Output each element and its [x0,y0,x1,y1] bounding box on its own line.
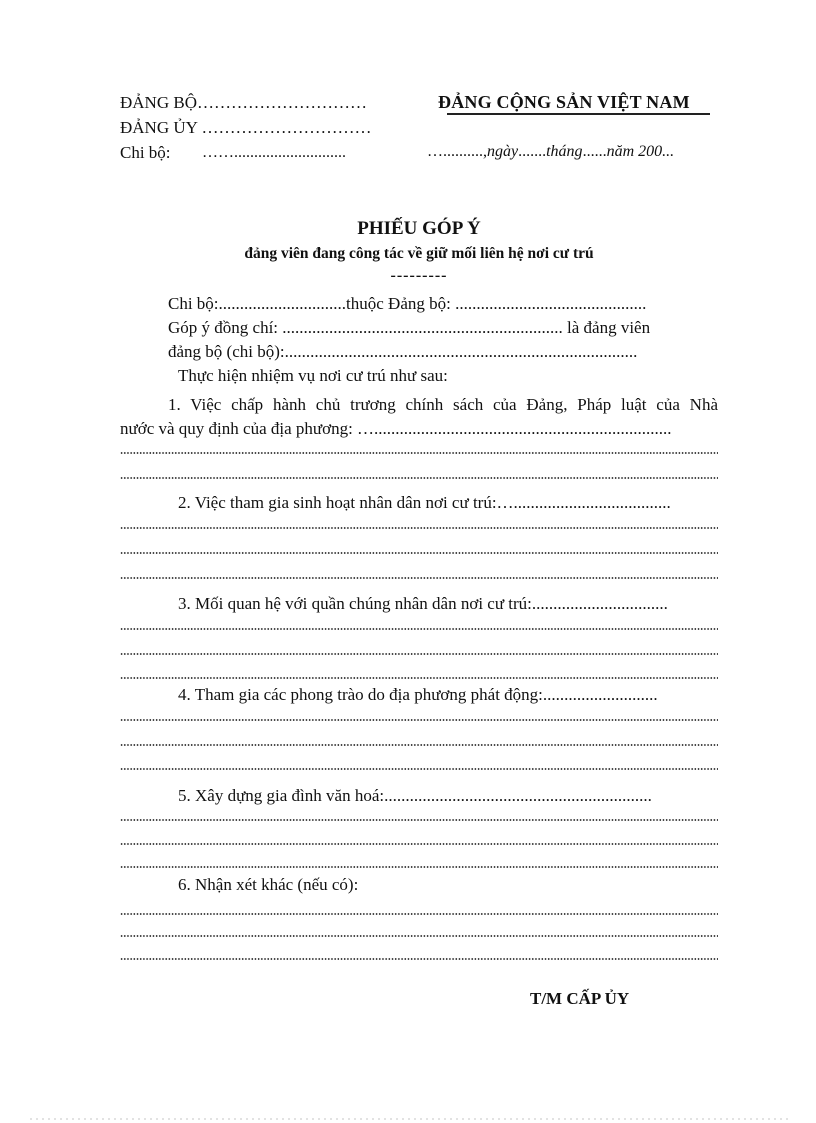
form-title: PHIẾU GÓP Ý [357,218,481,239]
date-month-label: tháng [546,143,583,160]
section-4-answer-line[interactable] [120,768,718,770]
cell-label: Chi bộ: [120,143,171,162]
party-executive-line: ĐẢNG ỦY ………………………… [120,118,372,137]
section-2-answer-line[interactable] [120,552,718,554]
date-day-label: ngày [487,143,519,160]
date-month-dots: ...... [582,143,607,160]
section-6-heading: 6. Nhận xét khác (nếu có): [178,875,359,894]
section-1-answer-line[interactable] [120,452,718,454]
date-year-label: năm 200... [606,143,675,160]
section-3-answer-line[interactable] [120,653,718,655]
info-cell-line: Chi bộ:..............................thuộc Đảng bộ: ............................................. [168,294,647,313]
section-1-heading: 1. Việc chấp hành chủ trương chính sách của Đảng, Pháp luật của Nhà [168,395,718,414]
info-party-line: đảng bộ (chi bộ):................................................................................... [168,342,638,361]
section-5-answer-line[interactable] [120,866,718,868]
section-4-answer-line[interactable] [120,719,718,721]
party-name-underline [447,113,710,115]
section-3-answer-line[interactable] [120,628,718,630]
section-5-answer-line[interactable] [120,819,718,821]
section-2-heading: 2. Việc tham gia sinh hoạt nhân dân nơi cư trú:…..................................... [178,493,671,512]
section-3-heading: 3. Mối quan hệ với quần chúng nhân dân nơi cư trú:................................ [178,594,668,613]
section-2-answer-line[interactable] [120,577,718,579]
section-1-answer-line[interactable] [120,477,718,479]
title-separator: --------- [390,267,448,284]
section-6-answer-line[interactable] [120,913,718,915]
date-line [427,144,674,160]
cell-dots: ……............................ [202,144,346,161]
section-5-heading: 5. Xây dựng gia đình văn hoá:............................................................... [178,786,652,805]
section-6-answer-line[interactable] [120,935,718,937]
info-comrade-line: Góp ý đồng chí: .................................................................. là đảng viên [168,318,651,337]
section-5-answer-line[interactable] [120,843,718,845]
form-subtitle: đảng viên đang công tác về giữ mối liên hệ nơi cư trú [244,245,594,262]
signature-title: T/M CẤP ỦY [530,989,630,1008]
party-name: ĐẢNG CỘNG SẢN VIỆT NAM [438,92,690,112]
section-4-answer-line[interactable] [120,744,718,746]
section-4-heading: 4. Tham gia các phong trào do địa phương phát động:........................... [178,685,658,704]
section-6-answer-line[interactable] [120,958,718,960]
page-bottom-border [28,1118,788,1120]
date-place: ….........., [427,143,487,160]
party-committee-line: ĐẢNG BỘ………………………… [120,93,367,112]
section-1-heading-cont: nước và quy định của địa phương: …...................................................................... [120,419,672,438]
section-2-answer-line[interactable] [120,527,718,529]
date-day-dots: ....... [518,143,547,160]
info-task-line: Thực hiện nhiệm vụ nơi cư trú như sau: [178,366,448,385]
section-3-answer-line[interactable] [120,677,718,679]
